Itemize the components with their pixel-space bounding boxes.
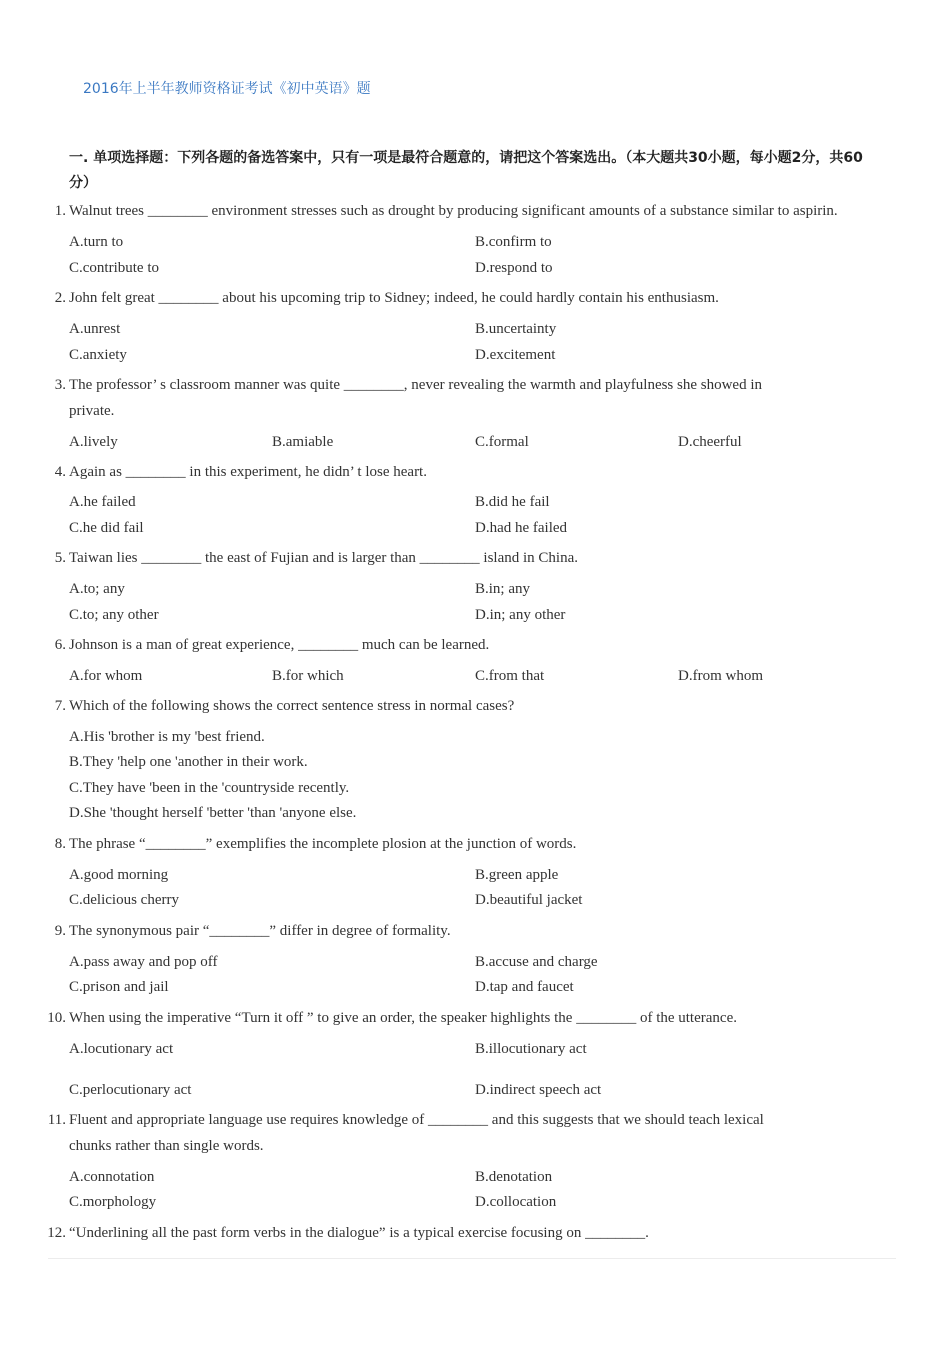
option-b: B.for which	[272, 668, 344, 684]
option-b: B.accuse and charge	[475, 954, 598, 970]
question-stem: “Underlining all the past form verbs in the dialogue” is a typical exercise focusing on ________.	[69, 1225, 649, 1241]
option-d: D.indirect speech act	[475, 1082, 602, 1098]
option-b: B.in; any	[475, 581, 530, 597]
question-stem: Fluent and appropriate language use requires knowledge of ________ and this suggests that we should teach lexical	[69, 1112, 764, 1128]
option-c: C.anxiety	[69, 347, 127, 363]
option-c: C.formal	[475, 434, 529, 450]
question-number: 8.	[54, 836, 66, 852]
option-d: D.respond to	[475, 260, 553, 276]
question-number: 5.	[54, 550, 66, 566]
question-number: 12.	[47, 1225, 66, 1241]
question-stem: The synonymous pair “________” differ in degree of formality.	[69, 923, 451, 939]
question-stem-continued: private.	[69, 403, 115, 419]
option-c: C.he did fail	[69, 520, 144, 536]
option-b: B.amiable	[272, 434, 334, 450]
option-a: A.good morning	[69, 867, 169, 883]
option-d: D.tap and faucet	[475, 979, 574, 995]
option-b: B.denotation	[475, 1169, 553, 1185]
option-b: B.They 'help one 'another in their work.	[69, 754, 308, 770]
question-number: 4.	[54, 464, 66, 480]
option-b: B.confirm to	[475, 234, 552, 250]
option-c: C.morphology	[69, 1194, 157, 1210]
option-a: A.for whom	[69, 668, 143, 684]
question-number: 3.	[54, 377, 66, 393]
option-c: C.delicious cherry	[69, 892, 179, 908]
question-stem: Taiwan lies ________ the east of Fujian and is larger than ________ island in China.	[69, 550, 579, 566]
page-divider	[48, 1258, 896, 1259]
option-a: A.unrest	[69, 321, 121, 337]
question-stem: When using the imperative “Turn it off ” to give an order, the speaker highlights the ________ of the utterance.	[69, 1010, 737, 1026]
option-a: A.connotation	[69, 1169, 155, 1185]
option-d: D.from whom	[678, 668, 763, 684]
option-d: D.in; any other	[475, 607, 566, 623]
question-number: 1.	[54, 203, 66, 219]
option-a: A.lively	[69, 434, 118, 450]
option-d: D.cheerful	[678, 434, 742, 450]
question-stem: Which of the following shows the correct sentence stress in normal cases?	[69, 698, 515, 714]
option-c: C.to; any other	[69, 607, 159, 623]
option-d: D.excitement	[475, 347, 556, 363]
option-d: D.She 'thought herself 'better 'than 'anyone else.	[69, 805, 357, 821]
option-a: A.he failed	[69, 494, 136, 510]
question-stem: Walnut trees ________ environment stresses such as drought by producing significant amounts of a substance similar to aspirin.	[69, 203, 838, 219]
option-d: D.had he failed	[475, 520, 568, 536]
option-b: B.illocutionary act	[475, 1041, 587, 1057]
option-b: B.green apple	[475, 867, 559, 883]
option-c: C.contribute to	[69, 260, 159, 276]
document-title: 2016年上半年教师资格证考试《初中英语》题	[83, 81, 371, 97]
option-a: A.His 'brother is my 'best friend.	[69, 729, 265, 745]
option-c: C.perlocutionary act	[69, 1082, 192, 1098]
option-c: C.from that	[475, 668, 545, 684]
question-number: 9.	[54, 923, 66, 939]
section-heading: 一. 单项选择题：下列各题的备选答案中，只有一项是最符合题意的，请把这个答案选出。（本大题共30小题，每小题2分，共60分）	[69, 150, 863, 191]
question-number: 6.	[54, 637, 66, 653]
option-a: A.pass away and pop off	[69, 954, 218, 970]
option-b: B.did he fail	[475, 494, 550, 510]
option-d: D.collocation	[475, 1194, 557, 1210]
option-c: C.prison and jail	[69, 979, 169, 995]
option-a: A.to; any	[69, 581, 125, 597]
question-stem: The professor’ s classroom manner was quite ________, never revealing the warmth and playfulness she showed in	[69, 377, 763, 393]
question-number: 7.	[54, 698, 66, 714]
option-a: A.locutionary act	[69, 1041, 174, 1057]
option-c: C.They have 'been in the 'countryside recently.	[69, 780, 350, 796]
question-stem: John felt great ________ about his upcoming trip to Sidney; indeed, he could hardly contain his enthusiasm.	[69, 290, 719, 306]
question-stem-continued: chunks rather than single words.	[69, 1138, 264, 1154]
option-d: D.beautiful jacket	[475, 892, 583, 908]
option-b: B.uncertainty	[475, 321, 557, 337]
question-stem: Again as ________ in this experiment, he didn’ t lose heart.	[69, 464, 427, 480]
option-a: A.turn to	[69, 234, 124, 250]
question-stem: The phrase “________” exemplifies the incomplete plosion at the junction of words.	[69, 836, 577, 852]
question-number: 2.	[54, 290, 66, 306]
question-stem: Johnson is a man of great experience, ________ much can be learned.	[69, 637, 490, 653]
question-number: 11.	[47, 1112, 66, 1128]
question-number: 10.	[47, 1010, 66, 1026]
